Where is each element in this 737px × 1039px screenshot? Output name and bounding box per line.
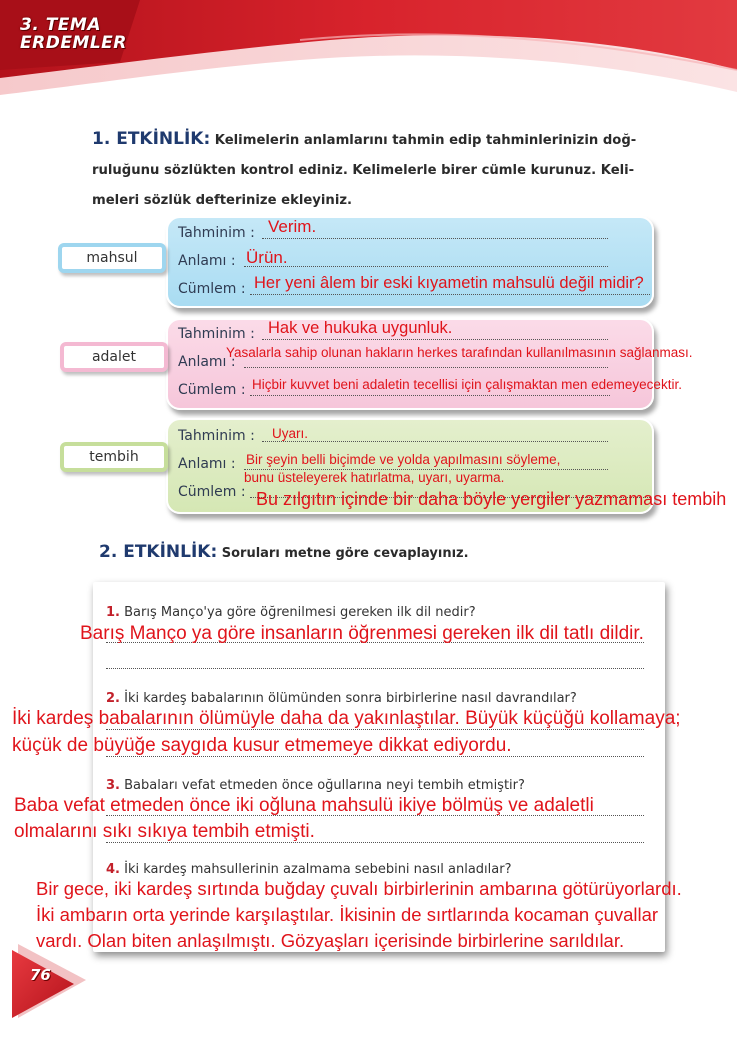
meaning-label: Anlamı : [178,354,236,370]
answer-1-line1: Barış Manço ya göre insanların öğrenmesi gereken ilk dil tatlı dildir. [80,623,644,644]
question-2 [106,691,577,706]
answer-4-line2: İki ambarın orta yerinde karşılaştılar. İkisinin de sırtlarında kocaman çuvallar [36,904,659,925]
activity1-instructions-line1: Kelimelerin anlamlarını tahmin edip tahminlerinizin doğ- [214,133,637,148]
word-label: tembih [89,449,139,465]
word-tag-mahsul [58,243,166,273]
word-tag-adalet [60,342,168,372]
question-text: Babaları vefat etmeden önce oğullarına neyi tembih etmiştir? [124,778,525,793]
page-number: 76 [30,966,51,984]
guess-line [262,441,608,442]
question-text: Barış Manço'ya göre öğrenilmesi gereken ilk dil nedir? [124,605,476,620]
theme-number: 3. TEMA [20,15,101,35]
question-number: 4. [106,862,120,877]
guess-answer: Uyarı. [272,426,309,441]
meaning-answer-line2: bunu üsteleyerek hatırlatma, uyarı, uyarma. [244,470,505,485]
guess-label: Tahminim : [178,326,255,342]
sentence-line [250,395,610,396]
meaning-answer: Yasalarla sahip olunan hakların herkes tarafından kullanılmasının sağlanması. [226,345,693,360]
answer-2-line2: küçük de büyüğe saygıda kusur etmemeye dikkat ediyordu. [12,735,512,756]
question-1 [106,605,476,620]
question-4 [106,862,511,877]
meaning-label: Anlamı : [178,456,236,472]
theme-title [20,16,127,52]
guess-answer: Verim. [268,217,317,236]
question-number: 1. [106,605,120,620]
sentence-label: Cümlem : [178,484,246,500]
word-label: mahsul [86,250,138,266]
sentence-line [250,294,650,295]
activity1-instructions-line2: ruluğunu sözlükten kontrol ediniz. Kelimelerle birer cümle kurunuz. Keli- [92,163,635,178]
meaning-answer: Ürün. [246,248,288,267]
answer-3-line1: Baba vefat etmeden önce iki oğluna mahsulü ikiye bölmüş ve adaletli [14,795,594,816]
guess-line [262,339,608,340]
activity2-instructions: Soruları metne göre cevaplayınız. [221,546,469,561]
answer-line [106,668,644,669]
answer-2-line1: İki kardeş babalarının ölümüyle daha da yakınlaştılar. Büyük küçüğü kollamaya; [12,708,681,729]
theme-header-band [0,0,737,110]
sentence-answer: Bu zılgıtın içinde bir daha böyle yergiler yazmaması tembih [256,489,727,509]
guess-line [262,238,608,239]
meaning-line [244,266,608,267]
answer-3-line2: olmalarını sıkı sıkıya tembih etmişti. [14,821,315,842]
guess-label: Tahminim : [178,225,255,241]
activity1-instructions-line3: meleri sözlük defterinize ekleyiniz. [92,193,353,208]
answer-4-line1: Bir gece, iki kardeş sırtında buğday çuvalı birbirlerinin ambarına götürüyorlardı. [36,878,682,899]
word-label: adalet [91,349,137,365]
activity2-title: 2. ETKİNLİK: [99,542,218,562]
activity1-title: 1. ETKİNLİK: [92,129,211,149]
activity2-heading [99,542,469,562]
sentence-answer: Hiçbir kuvvet beni adaletin tecellisi için çalışmaktan men edemeyecektir. [252,377,682,392]
question-3 [106,778,525,793]
guess-label: Tahminim : [178,428,255,444]
sentence-answer: Her yeni âlem bir eski kıyametin mahsulü değil midir? [254,274,644,292]
guess-answer: Hak ve hukuka uygunluk. [268,319,453,337]
sentence-label: Cümlem : [178,281,246,297]
question-text: İki kardeş babalarının ölümünden sonra birbirlerine nasıl davrandılar? [124,691,577,706]
question-number: 3. [106,778,120,793]
question-number: 2. [106,691,120,706]
meaning-label: Anlamı : [178,253,236,269]
meaning-answer-line1: Bir şeyin belli biçimde ve yolda yapılmasını söyleme, [246,452,561,467]
page-number-triangle [12,944,92,1024]
theme-name: ERDEMLER [20,33,127,53]
activity1-intro [92,124,672,216]
question-text: İki kardeş mahsullerinin azalmama sebebini nasıl anladılar? [124,862,512,877]
meaning-line [244,367,608,368]
word-tag-tembih [60,442,168,472]
answer-4-line3: vardı. Olan biten anlaşılmıştı. Gözyaşları içerisinde birbirlerine sarıldılar. [36,930,625,951]
sentence-label: Cümlem : [178,382,246,398]
